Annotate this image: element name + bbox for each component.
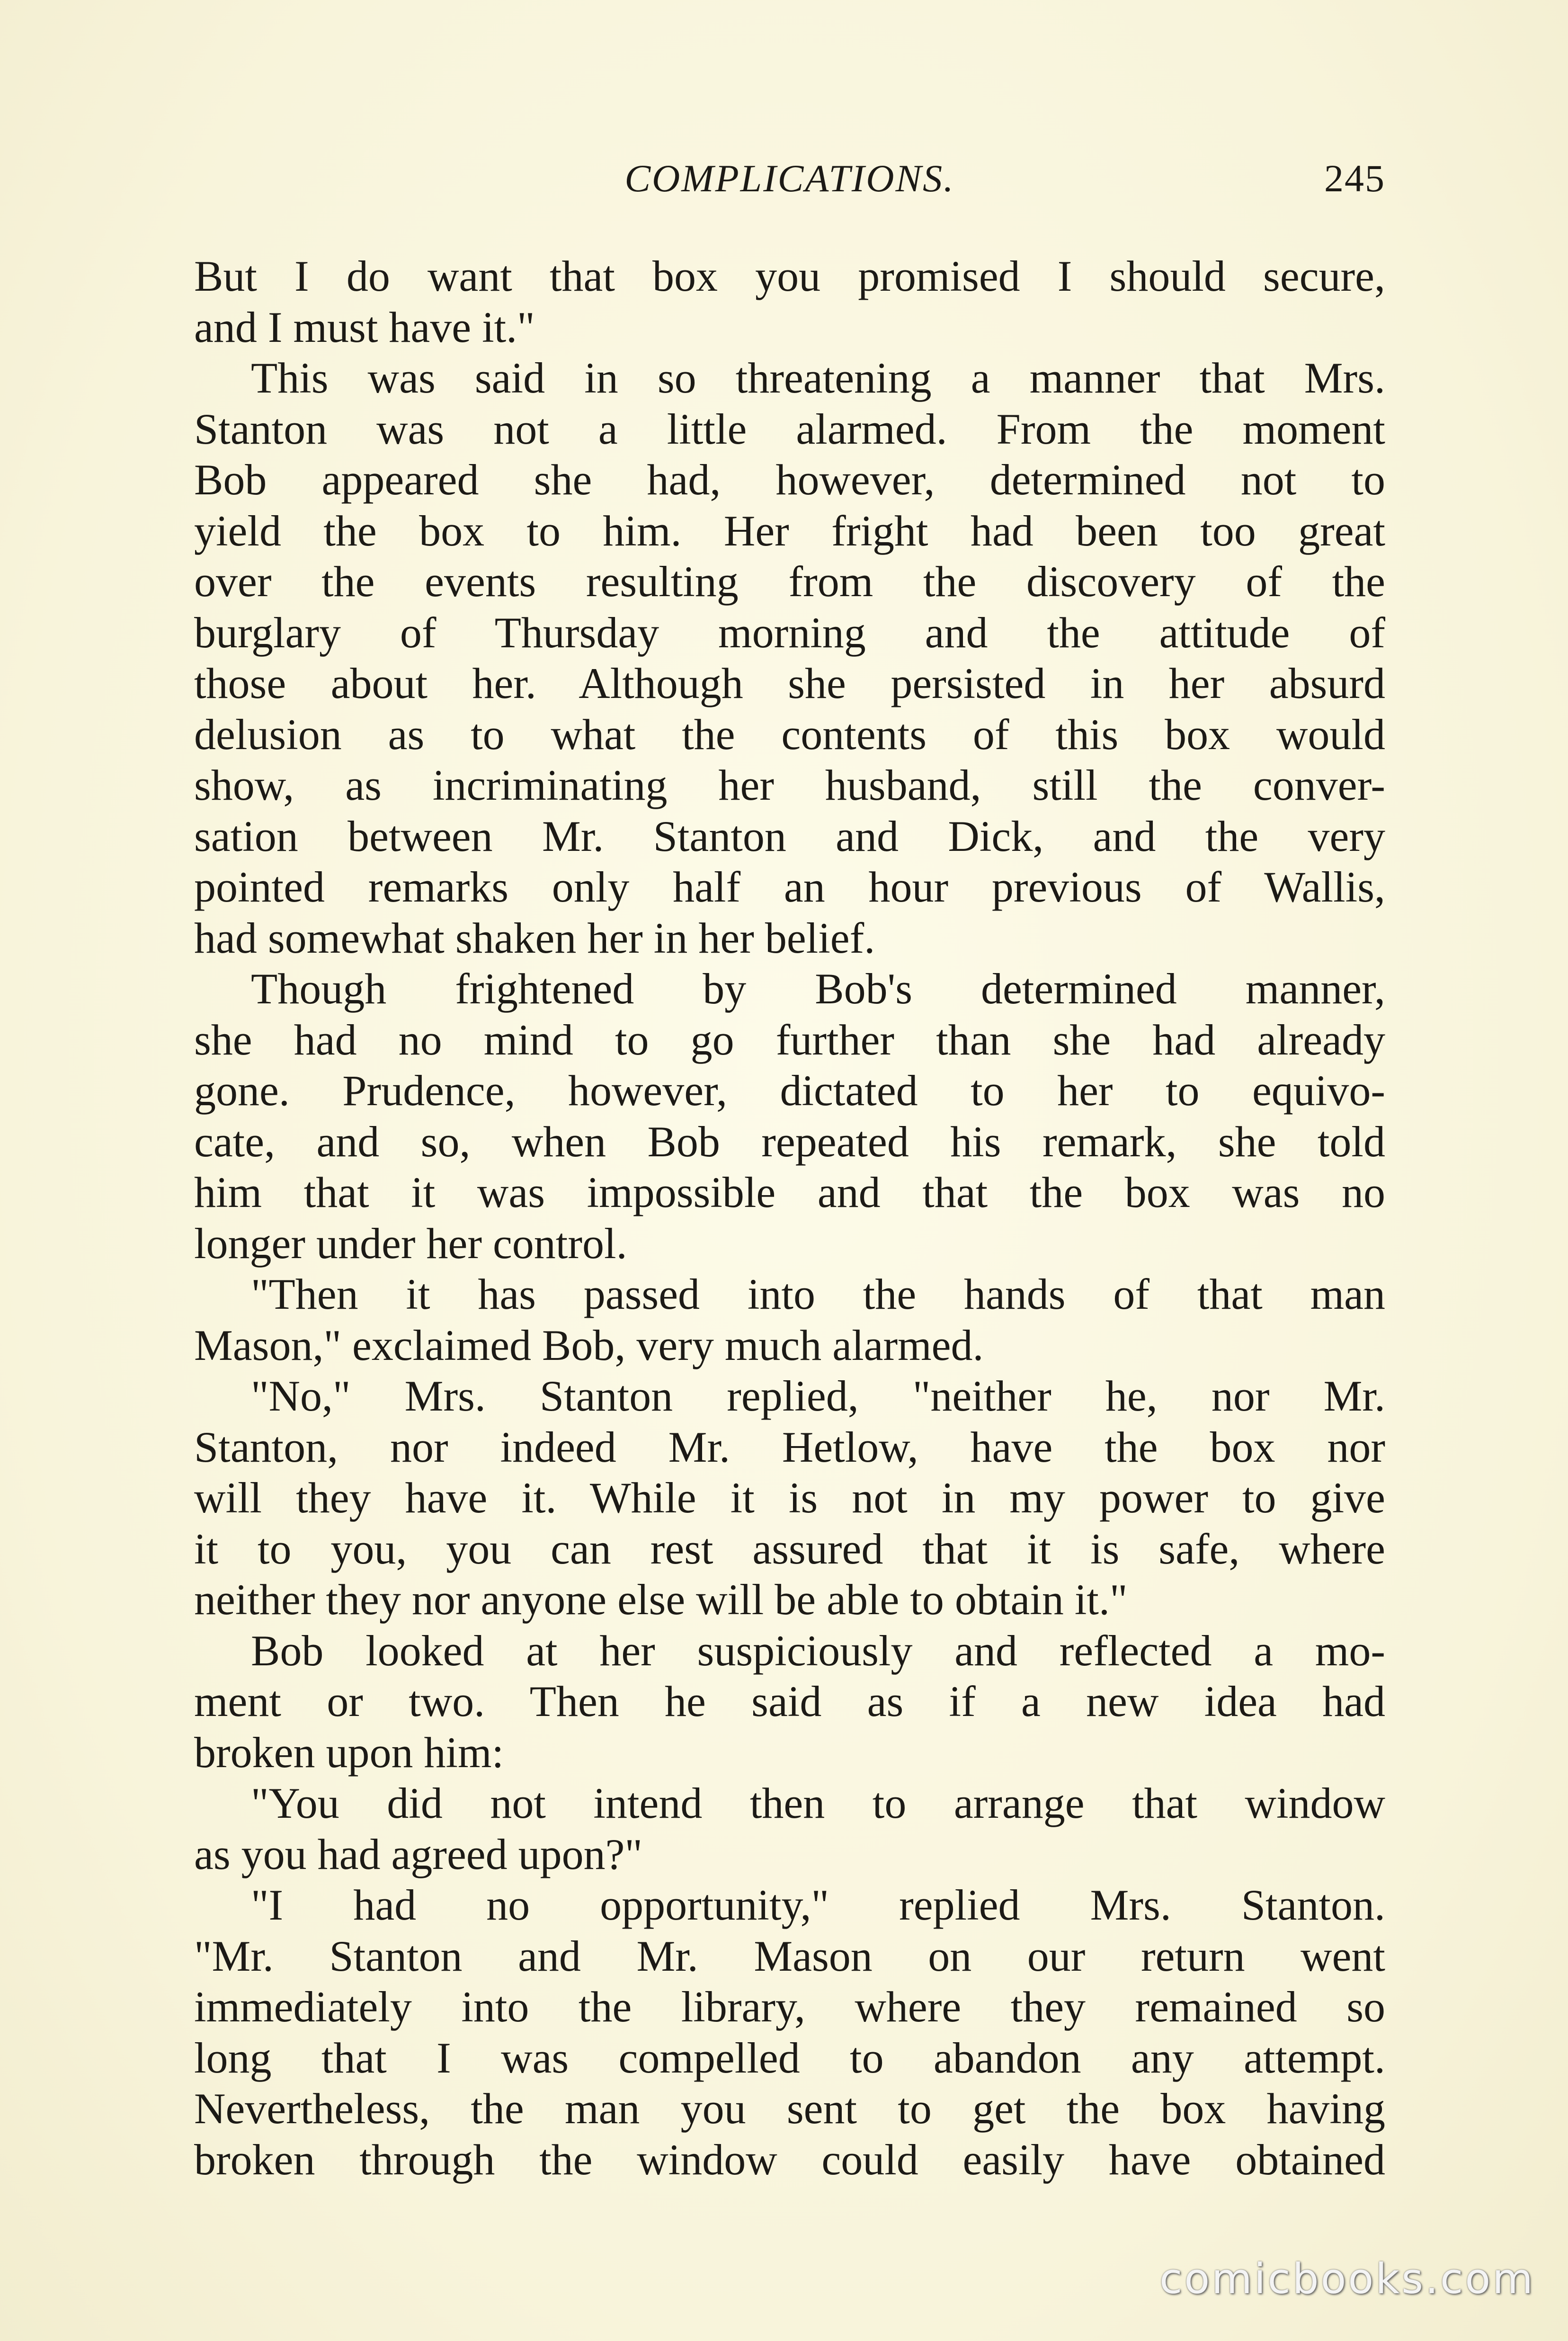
text-line: "I had no opportunity," replied Mrs. Stanton.: [251, 1881, 1385, 1929]
text-line: immediately into the library, where they remained so: [194, 1983, 1385, 2031]
text-line: But I do want that box you promised I should secure,: [194, 252, 1385, 300]
watermark-logo: comicbooks.com: [1159, 2254, 1535, 2303]
text-line: "Then it has passed into the hands of that man: [251, 1270, 1385, 1318]
text-line: Bob appeared she had, however, determined not to: [194, 456, 1385, 504]
body-text: [194, 251, 1385, 2185]
text-line: him that it was impossible and that the box was no: [194, 1168, 1385, 1216]
text-line: show, as incriminating her husband, still the conver-: [194, 761, 1385, 809]
text-line: broken through the window could easily have obtained: [194, 2135, 1385, 2184]
text-line: gone. Prudence, however, dictated to her to equivo-: [194, 1066, 1385, 1115]
text-line: ment or two. Then he said as if a new idea had: [194, 1677, 1385, 1725]
page-number: 245: [1324, 157, 1385, 200]
text-line: delusion as to what the contents of this box would: [194, 710, 1385, 759]
text-line: long that I was compelled to abandon any attempt.: [194, 2033, 1385, 2082]
text-line: neither they nor anyone else will be able to obtain it.": [194, 1575, 1128, 1624]
text-line: "Mr. Stanton and Mr. Mason on our return went: [194, 1931, 1385, 1980]
text-line: Stanton, nor indeed Mr. Hetlow, have the box nor: [194, 1422, 1385, 1471]
text-line: it to you, you can rest assured that it is safe, where: [194, 1524, 1385, 1573]
text-line: had somewhat shaken her in her belief.: [194, 913, 875, 962]
text-line: pointed remarks only half an hour previous of Wallis,: [194, 863, 1385, 911]
text-line: broken upon him:: [194, 1728, 504, 1777]
text-line: over the events resulting from the discovery of the: [194, 557, 1385, 606]
text-line: "You did not intend then to arrange that window: [251, 1779, 1385, 1827]
text-line: yield the box to him. Her fright had been too great: [194, 506, 1385, 555]
text-line: as you had agreed upon?": [194, 1830, 642, 1878]
text-line: Nevertheless, the man you sent to get the box having: [194, 2084, 1385, 2133]
text-line: those about her. Although she persisted in her absurd: [194, 659, 1385, 707]
text-line: Bob looked at her suspiciously and reflected a mo-: [251, 1626, 1385, 1675]
text-line: Stanton was not a little alarmed. From the moment: [194, 404, 1385, 453]
text-line: cate, and so, when Bob repeated his remark, she told: [194, 1117, 1385, 1166]
text-line: burglary of Thursday morning and the attitude of: [194, 608, 1385, 657]
text-line: and I must have it.": [194, 303, 535, 351]
text-line: will they have it. While it is not in my power to give: [194, 1474, 1385, 1522]
running-title: COMPLICATIONS.: [624, 157, 955, 200]
text-line: longer under her control.: [194, 1219, 627, 1268]
text-line: sation between Mr. Stanton and Dick, and the very: [194, 812, 1385, 860]
text-line: "No," Mrs. Stanton replied, "neither he, nor Mr.: [251, 1372, 1385, 1420]
text-line: This was said in so threatening a manner that Mrs.: [251, 354, 1385, 402]
text-line: she had no mind to go further than she had already: [194, 1015, 1385, 1064]
running-head: [194, 156, 1385, 213]
text-line: Though frightened by Bob's determined manner,: [251, 965, 1385, 1013]
text-line: Mason," exclaimed Bob, very much alarmed.: [194, 1321, 984, 1369]
